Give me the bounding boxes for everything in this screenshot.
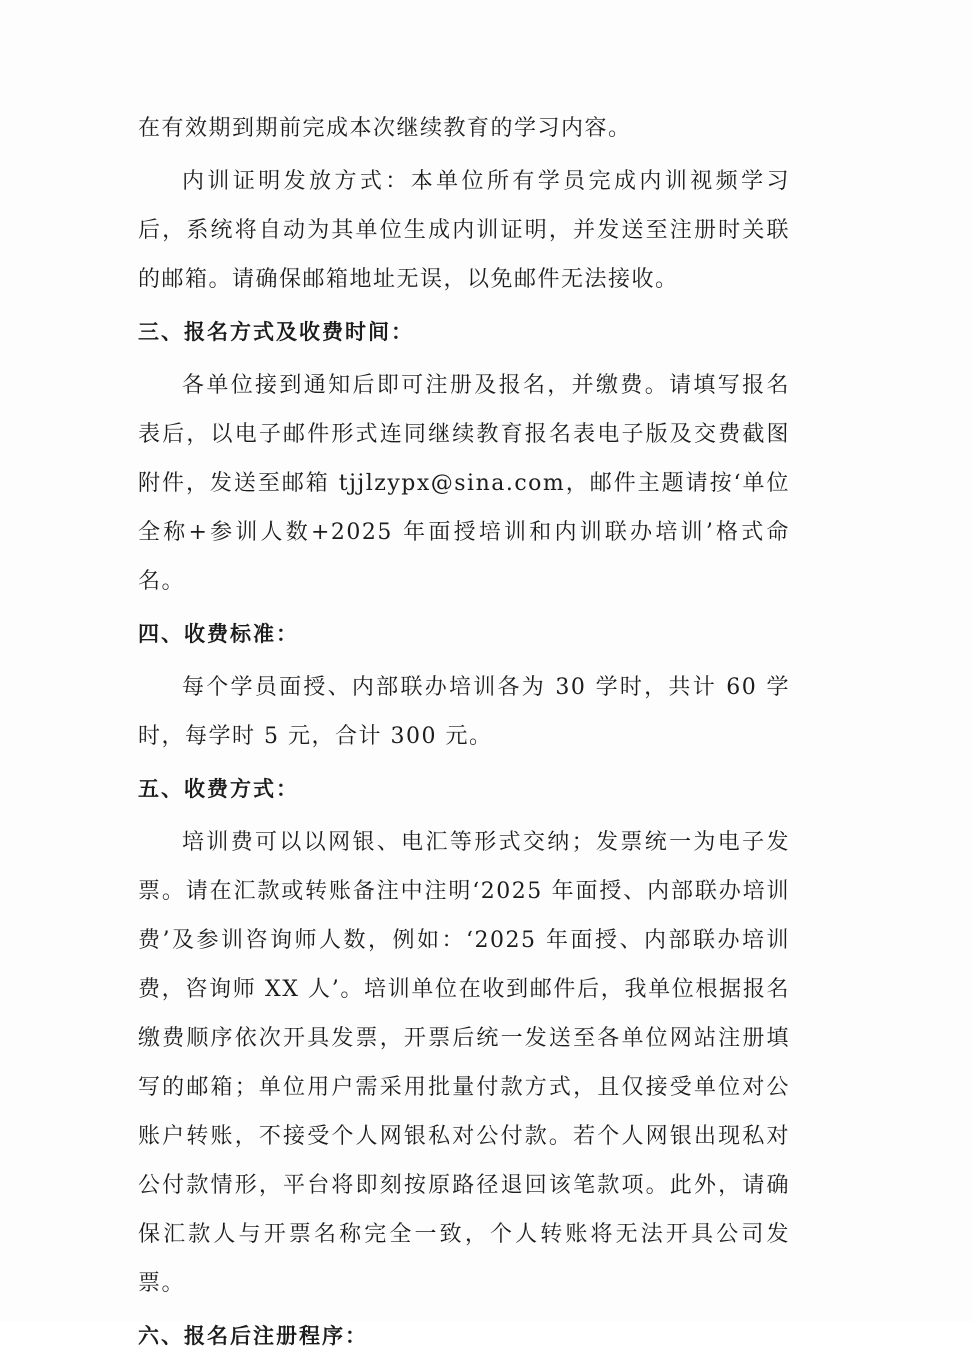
paragraph-certificate-issuance: 内训证明发放方式：本单位所有学员完成内训视频学习后，系统将自动为其单位生成内训证明，并发送至注册时关联的邮箱。请确保邮箱地址无误，以免邮件无法接收。 xyxy=(138,169,790,292)
section-heading-registration: 三、报名方式及收费时间： xyxy=(138,320,414,344)
section-heading-post-registration: 六、报名后注册程序： xyxy=(138,1324,368,1348)
paragraph-payment-method: 培训费可以以网银、电汇等形式交纳；发票统一为电子发票。请在汇款或转账备注中注明‘2025 年面授、内部联办培训费’及参训咨询师人数，例如：‘2025 年面授、内部联办培训费，咨询师 XX 人’。培训单位在收到邮件后，我单位根据报名缴费顺序依次开具发票，开票后统一发送至各单位网站注册填写的邮箱；单位用户需采用批量付款方式，且仅接受单位对公账户转账，不接受个人网银私对公付款。若个人网银出现私对公付款情形，平台将即刻按原路径退回该笔款项。此外，请确保汇款人与开票名称完全一致，个人转账将无法开具公司发票。 xyxy=(138,830,790,1296)
paragraph-study-deadline: 在有效期到期前完成本次继续教育的学习内容。 xyxy=(138,116,632,141)
paragraph-registration: 各单位接到通知后即可注册及报名，并缴费。请填写报名表后，以电子邮件形式连同继续教育报名表电子版及交费截图附件，发送至邮箱 tjjlzypx@sina.com，邮件主题请按‘单位全称+参训人数+2025 年面授培训和内训联办培训’格式命名。 xyxy=(138,373,790,594)
document-body xyxy=(138,104,790,1365)
section-heading-payment-method: 五、收费方式： xyxy=(138,777,299,801)
section-heading-fee-standard: 四、收费标准： xyxy=(138,622,299,646)
paragraph-fee-standard: 每个学员面授、内部联办培训各为 30 学时，共计 60 学时，每学时 5 元，合计 300 元。 xyxy=(138,675,790,749)
